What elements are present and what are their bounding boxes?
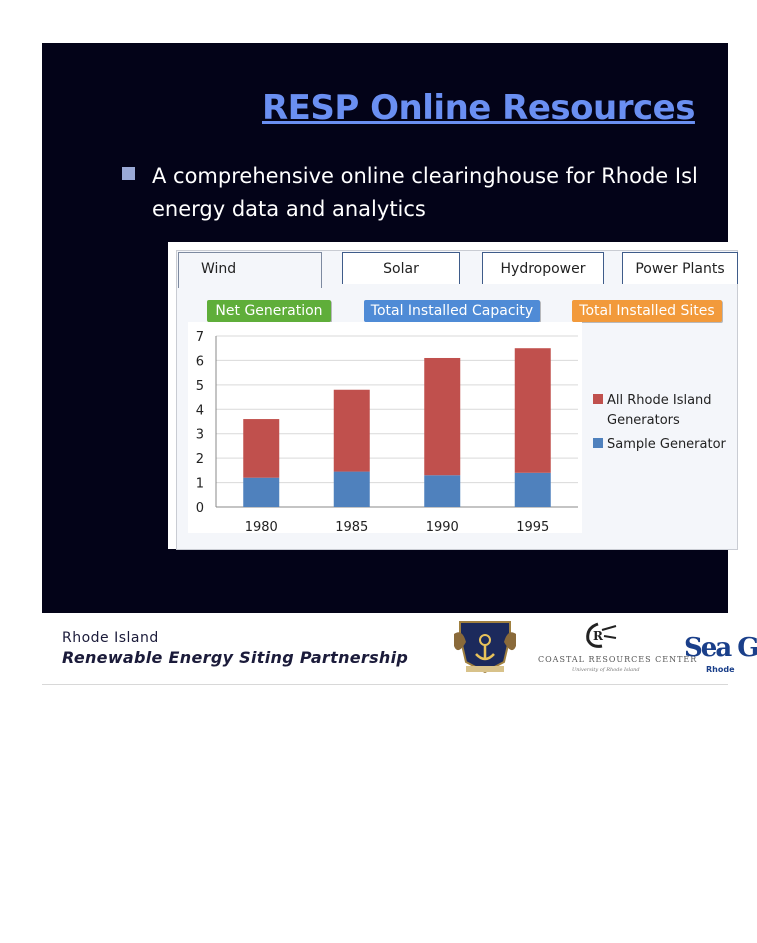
tab-hydropower-label: Hydropower bbox=[500, 261, 586, 277]
net-generation-button[interactable]: Net Generation bbox=[207, 300, 331, 322]
tab-solar-label: Solar bbox=[383, 261, 419, 277]
sea-grant-logo: Sea G bbox=[684, 633, 757, 663]
crc-logo-text: COASTAL RESOURCES CENTER bbox=[538, 655, 698, 664]
crc-logo-subtext: University of Rhode Island bbox=[572, 667, 640, 673]
total-installed-sites-button[interactable]: Total Installed Sites bbox=[572, 300, 722, 322]
y-tick-label: 2 bbox=[195, 452, 204, 468]
x-tick-label: 1995 bbox=[516, 520, 550, 535]
footer-state: Rhode Island bbox=[62, 630, 159, 646]
x-tick-label: 1990 bbox=[425, 520, 459, 535]
state-seal-logo bbox=[452, 616, 518, 676]
y-tick-label: 6 bbox=[195, 354, 204, 370]
bar-sample-generator bbox=[424, 475, 460, 507]
tab-wind-label: Wind bbox=[201, 261, 237, 277]
y-tick-label: 3 bbox=[195, 427, 204, 443]
y-tick-label: 0 bbox=[195, 501, 204, 516]
y-tick-label: 4 bbox=[195, 403, 204, 419]
bullet-line-2: energy data and analytics bbox=[152, 197, 426, 221]
bar-all-rhode-island-generators bbox=[334, 390, 370, 472]
bar-all-rhode-island-generators bbox=[424, 358, 460, 475]
footer-partnership-name: Renewable Energy Siting Partnership bbox=[62, 648, 409, 667]
slide-title[interactable]: RESP Online Resources bbox=[262, 88, 695, 128]
bar-sample-generator bbox=[243, 478, 279, 507]
legend-label: All Rhode Island bbox=[607, 393, 712, 408]
x-tick-label: 1980 bbox=[244, 520, 278, 535]
legend-label: Generators bbox=[607, 413, 680, 428]
bar-all-rhode-island-generators bbox=[243, 419, 279, 478]
crc-logo bbox=[582, 620, 618, 650]
y-tick-label: 7 bbox=[195, 330, 204, 345]
y-tick-label: 5 bbox=[195, 378, 204, 394]
legend-swatch-sample-generator bbox=[593, 438, 603, 448]
tab-power-plants-label: Power Plants bbox=[635, 261, 725, 277]
sea-grant-logo-subtext: Rhode bbox=[706, 665, 735, 674]
bar-sample-generator bbox=[334, 472, 370, 507]
y-tick-label: 1 bbox=[195, 476, 204, 492]
bullet-line-1: A comprehensive online clearinghouse for Rhode Isl bbox=[152, 164, 698, 188]
x-tick-label: 1985 bbox=[335, 520, 369, 535]
svg-text:R: R bbox=[593, 629, 603, 643]
total-installed-capacity-button[interactable]: Total Installed Capacity bbox=[364, 300, 540, 322]
bar-all-rhode-island-generators bbox=[515, 348, 551, 473]
bar-sample-generator bbox=[515, 473, 551, 507]
legend-swatch-all-generators bbox=[593, 394, 603, 404]
legend-label: Sample Generator bbox=[607, 437, 726, 452]
